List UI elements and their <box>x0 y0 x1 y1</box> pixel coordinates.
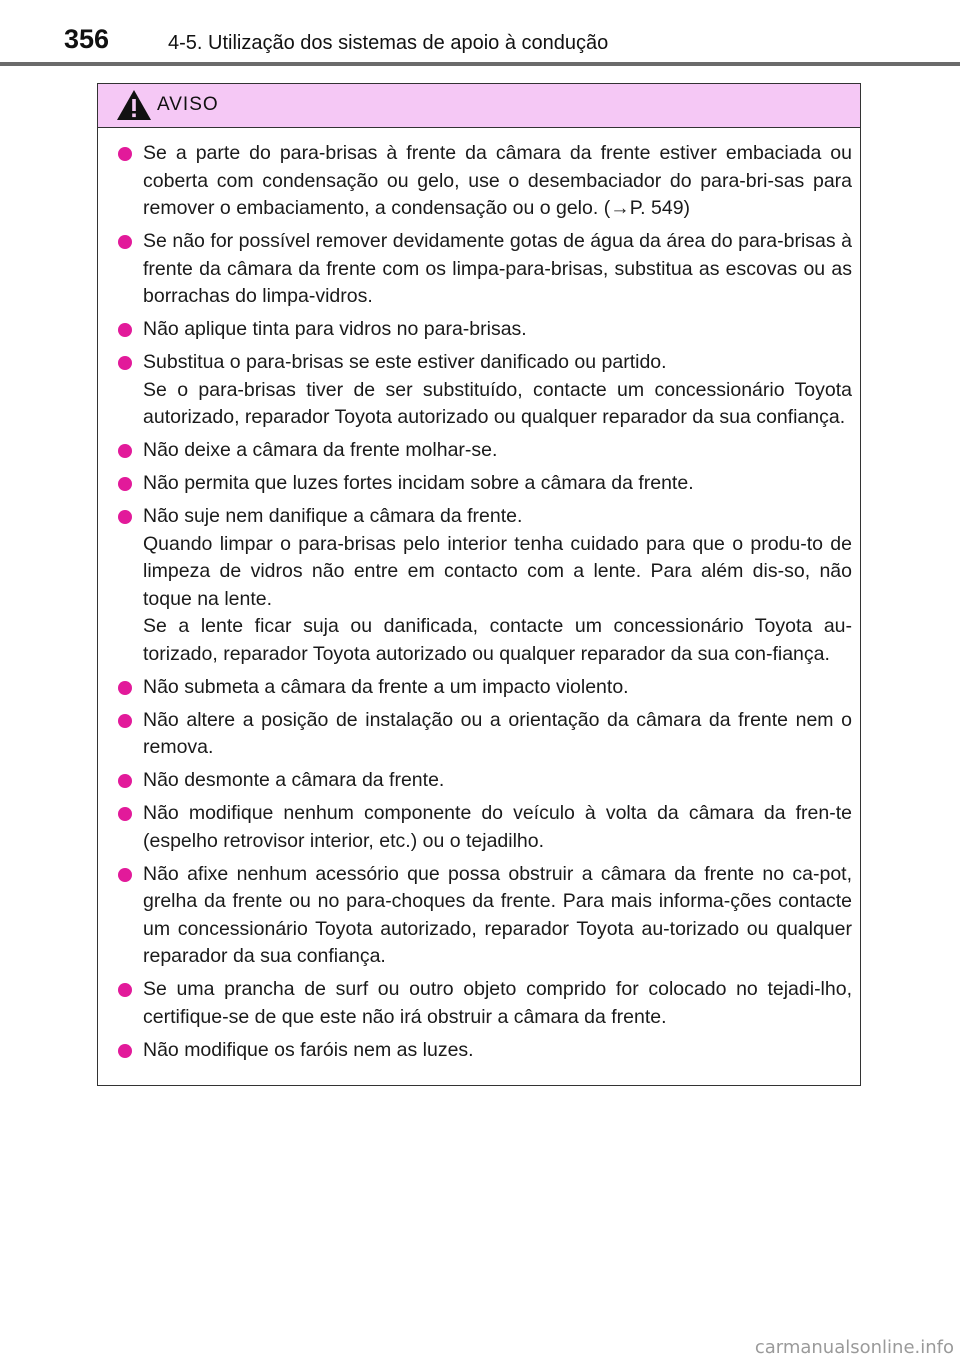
bullet-icon <box>118 1044 132 1058</box>
warning-item <box>118 1037 852 1065</box>
warning-item-text: Substitua o para-brisas se este estiver danificado ou partido. <box>143 351 667 373</box>
warning-box <box>97 83 861 1086</box>
bullet-icon <box>118 714 132 728</box>
warning-item-text: Se uma prancha de surf ou outro objeto comprido for colocado no tejadi-lho, certifique-se de que este não irá obstruir a câmara da frente. <box>143 978 852 1028</box>
warning-item-text: Não modifique nenhum componente do veículo à volta da câmara da fren-te (espelho retrovisor interior, etc.) ou o tejadilho. <box>143 802 852 852</box>
warning-item-text: Não afixe nenhum acessório que possa obstruir a câmara da frente no ca-pot, grelha da frente ou no para-choques da frente. Para mais informa-ções contacte um concessionário Toyota autorizado, reparador Toyota au-torizado ou qualquer reparador da sua confiança. <box>143 862 852 967</box>
bullet-icon <box>118 323 132 337</box>
warning-body <box>98 128 860 1064</box>
warning-item <box>118 976 852 1031</box>
warning-item <box>118 861 852 971</box>
page-header <box>0 0 960 66</box>
warning-item-text: Se não for possível remover devidamente gotas de água da área do para-brisas à frente da câmara da frente com os limpa-para-brisas, substitua as escovas ou as borrachas do limpa-vidros. <box>143 230 852 307</box>
warning-item-text: Não permita que luzes fortes incidam sobre a câmara da frente. <box>143 472 694 494</box>
warning-item <box>118 503 852 668</box>
page-number: 356 <box>64 24 110 54</box>
warning-item-text: Não altere a posição de instalação ou a orientação da câmara da frente nem o remova. <box>143 708 852 758</box>
bullet-icon <box>118 147 132 161</box>
warning-item <box>118 707 852 762</box>
warning-item-text: Não submeta a câmara da frente a um impacto violento. <box>143 675 629 698</box>
warning-item-text: Se o para-brisas tiver de ser substituído, contacte um concessionário Toyota autorizado, reparador Toyota autorizado ou qualquer reparador da sua confiança. <box>143 378 852 428</box>
warning-item-text: Não modifique os faróis nem as luzes. <box>143 1038 474 1061</box>
warning-label: AVISO <box>157 94 219 115</box>
warning-item-text: Não desmonte a câmara da frente. <box>143 769 445 791</box>
bullet-icon <box>118 868 132 882</box>
watermark: carmanualsonline.info <box>754 1337 954 1358</box>
bullet-icon <box>118 510 132 524</box>
bullet-icon <box>118 477 132 491</box>
bullet-icon <box>118 807 132 821</box>
section-title: 4-5. Utilização dos sistemas de apoio à condução <box>168 32 609 54</box>
warning-item <box>118 228 852 311</box>
warning-item <box>118 674 852 702</box>
header-rule <box>0 62 960 66</box>
bullet-icon <box>118 774 132 788</box>
bullet-icon <box>118 681 132 695</box>
warning-item <box>118 349 852 432</box>
warning-item <box>118 470 852 498</box>
bullet-icon <box>118 235 132 249</box>
bullet-icon <box>118 356 132 370</box>
warning-item-text: Se a parte do para-brisas à frente da câmara da frente estiver embaciada ou coberta com condensação ou gelo, use o desembaciador do para-bri-sas para remover o embaciamento, a condensação ou o gelo. (→P. 549) <box>143 142 852 219</box>
warning-item <box>118 437 852 465</box>
bullet-icon <box>118 444 132 458</box>
warning-triangle-icon <box>116 89 152 121</box>
warning-item <box>118 767 852 795</box>
bullet-icon <box>118 983 132 997</box>
warning-item <box>118 316 852 344</box>
warning-header <box>98 84 860 128</box>
warning-item-text: Se a lente ficar suja ou danificada, contacte um concessionário Toyota au-torizado, reparador Toyota autorizado ou qualquer reparador da sua con-fiança. <box>143 615 852 665</box>
warning-item <box>118 140 852 223</box>
warning-item-text: Não aplique tinta para vidros no para-brisas. <box>143 318 527 340</box>
warning-item <box>118 800 852 855</box>
warning-item-text: Não deixe a câmara da frente molhar-se. <box>143 439 498 461</box>
warning-item-text: Não suje nem danifique a câmara da frente. <box>143 505 523 527</box>
warning-item-text: Quando limpar o para-brisas pelo interior tenha cuidado para que o produ-to de limpeza de vidros não entre em contacto com a lente. Para além dis-so, não toque na lente. <box>143 532 852 610</box>
